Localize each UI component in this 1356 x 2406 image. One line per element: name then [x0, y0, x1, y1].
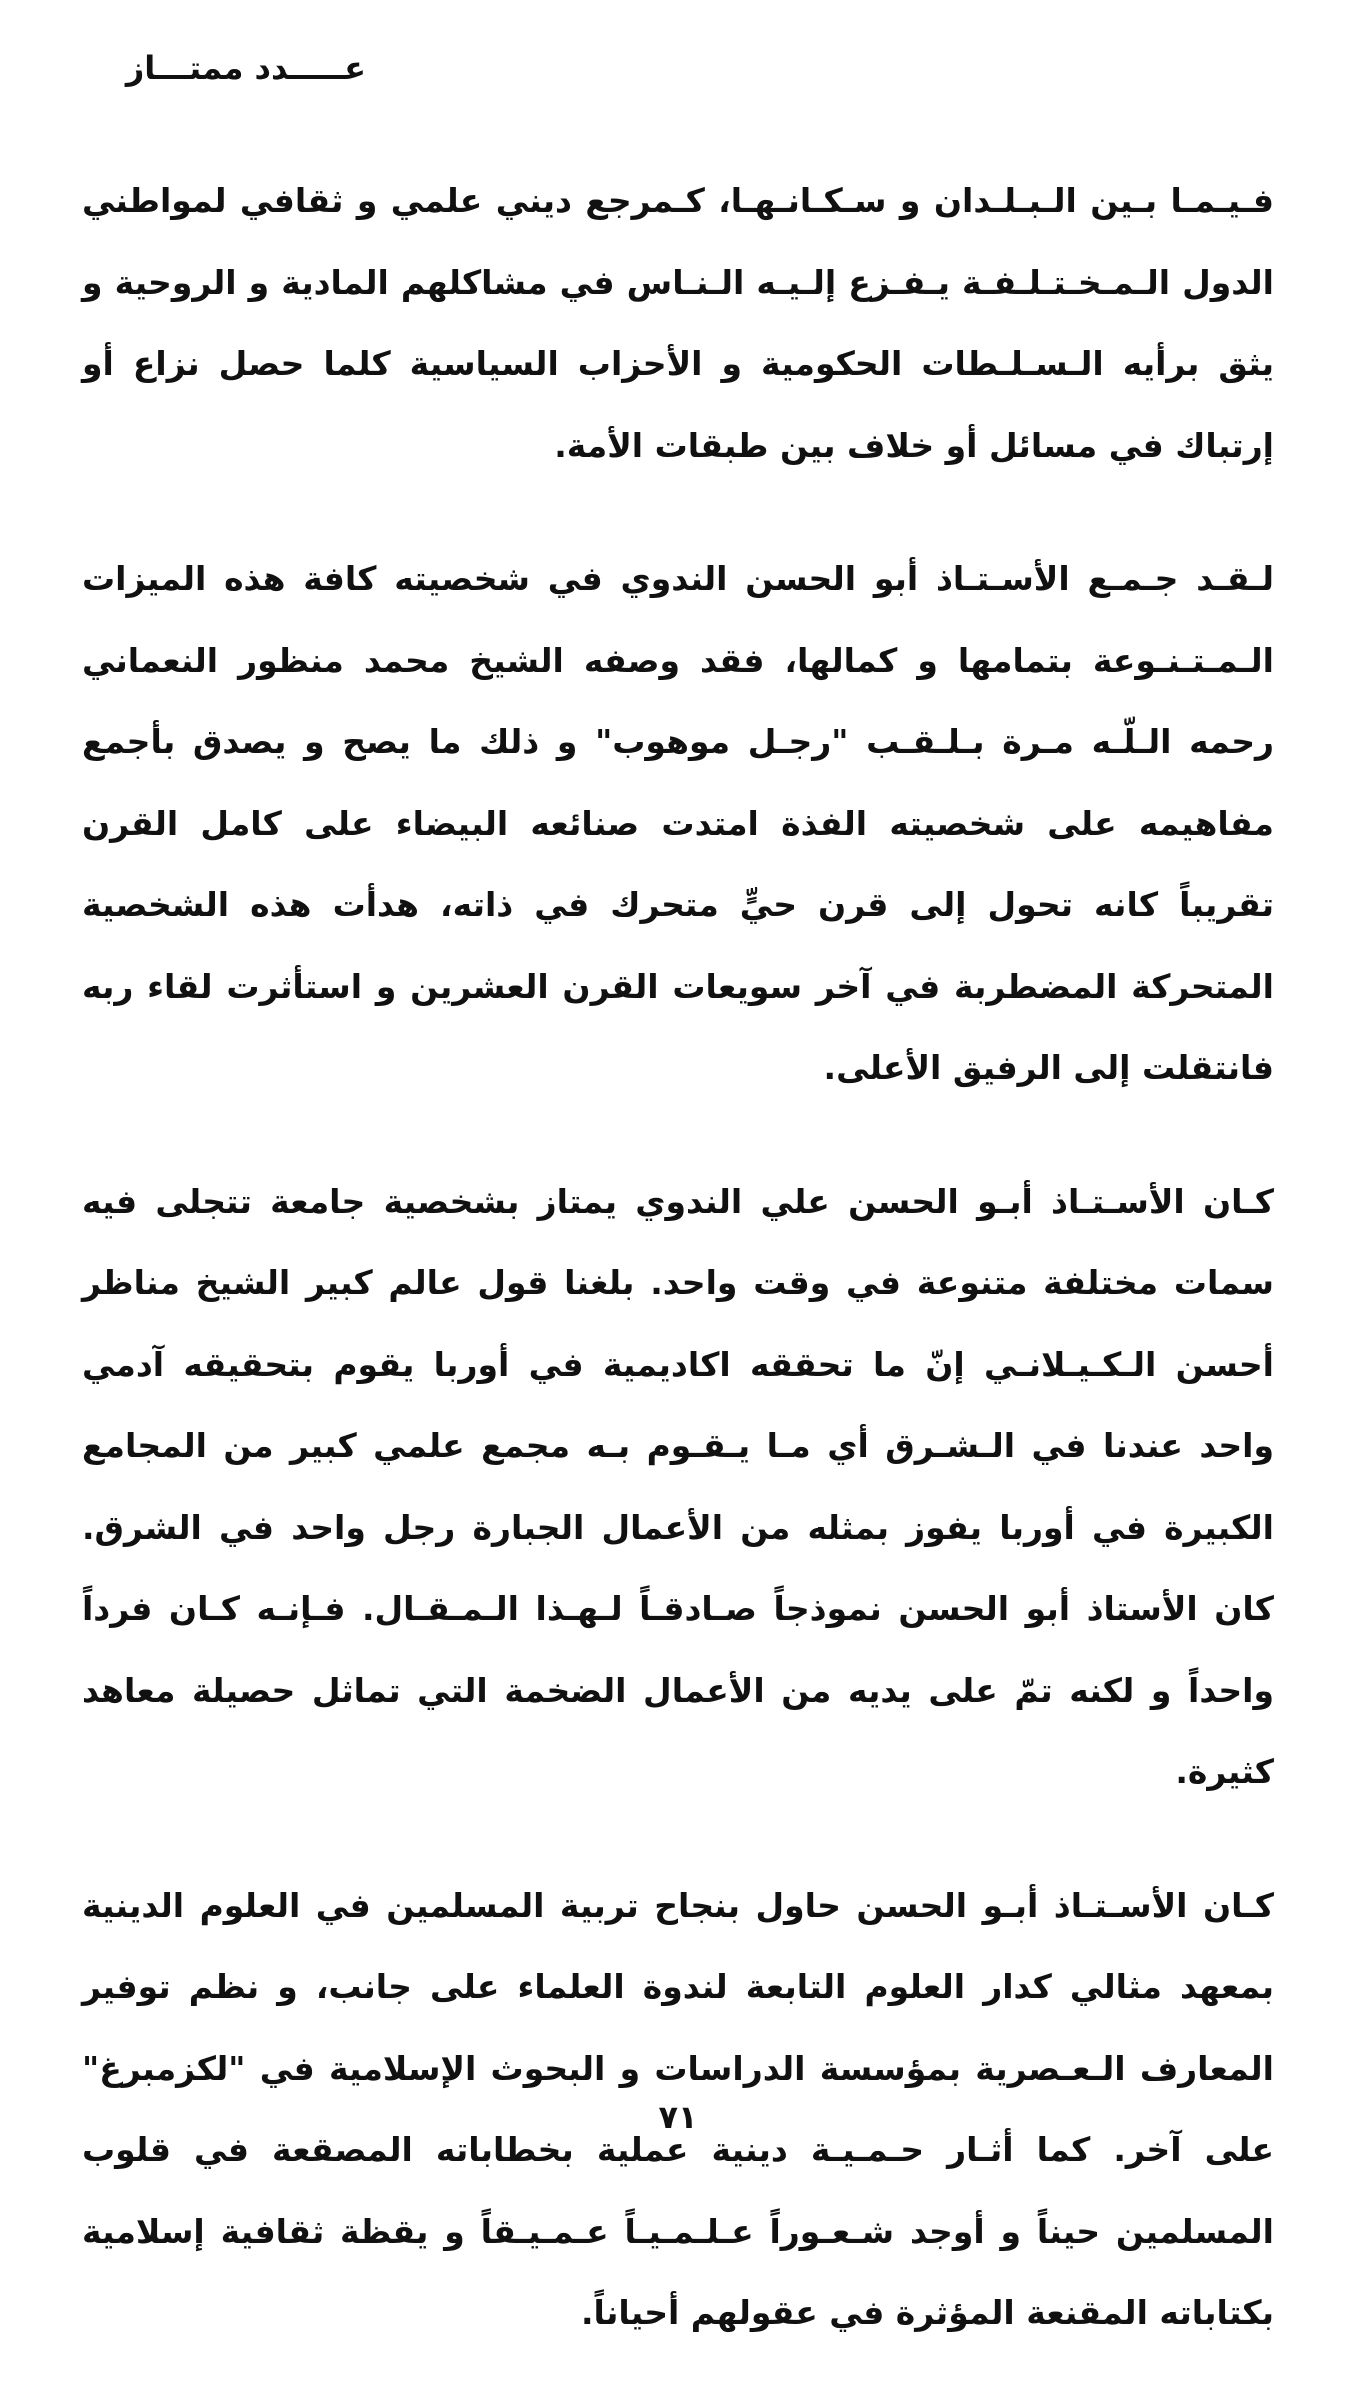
paragraph-2: لـقـد جـمـع الأسـتـاذ أبو الحسن الندوي في شخصيته كافة هذه الميزات الـمـتـنـوعة بتمامها و كمالها، فقد وصفه الشيخ محمد منظور النعماني رحمه الـلّـه مـرة بـلـقـب "رجـل موهوب" و ذلك ما يصح و يصدق بأجمع مفاهيمه على شخصيته الفذة امتدت صنائعه البيضاء على كامل القرن تقريباً كانه تحول إلى قرن حيٍّ متحرك في ذاته، هدأت هذه الشخصية المتحركة المضطربة في آخر سويعات القرن العشرين و استأثرت لقاء ربه فانتقلت إلى الرفيق الأعلى.: [82, 559, 1274, 1087]
page-number: ٧١: [658, 2098, 698, 2136]
running-header: عـــــدد ممتـــاز: [125, 49, 366, 87]
paragraph-4: كـان الأسـتـاذ أبـو الحسن حاول بنجاح تربية المسلمين في العلوم الدينية بمعهد مثالي كدار العلوم التابعة لندوة العلماء على جانب، و نظم توفير المعارف الـعـصرية بمؤسسة الدراسات و البحوث الإسلامية في "لكزمبرغ" على آخر. كما أثـار حـمـيـة دينية عملية بخطاباته المصقعة في قلوب المسلمين حيناً و أوجد شـعـوراً عـلـمـيـاً عـمـيـقاً و يقظة ثقافية إسلامية بكتاباته المقنعة المؤثرة في عقولهم أحياناً.: [82, 1885, 1274, 2332]
paragraph-3: كـان الأسـتـاذ أبـو الحسن علي الندوي يمتاز بشخصية جامعة تتجلى فيه سمات مختلفة متنوعة في وقت واحد. بلغنا قول عالم كبير الشيخ مناظر أحسن الـكـيـلانـي إنّ ما تحققه اكاديمية في أوربا يقوم بتحقيقه آدمي واحد عندنا في الـشـرق أي مـا يـقـوم بـه مجمع علمي كبير من المجامع الكبيرة في أوربا يفوز بمثله من الأعمال الجبارة رجل واحد في الشرق. كان الأستاذ أبو الحسن نموذجاً صـادقـاً لـهـذا الـمـقـال. فـإنـه كـان فرداً واحداً و لكنه تمّ على يديه من الأعمال الضخمة التي تماثل حصيلة معاهد كثيرة.: [82, 1181, 1274, 1791]
body-text: [82, 160, 1274, 2406]
paragraph-1: فـيـمـا بـين الـبـلـدان و سـكـانـهـا، كـمرجع ديني علمي و ثقافي لمواطني الدول الـمـخـتـلـفـة يـفـزع إلـيـه الـنـاس في مشاكلهم المادية و الروحية و يثق برأيه الـسـلـطات الحكومية و الأحزاب السياسية كلما حصل نزاع أو إرتباك في مسائل أو خلاف بين طبقات الأمة.: [82, 181, 1274, 465]
